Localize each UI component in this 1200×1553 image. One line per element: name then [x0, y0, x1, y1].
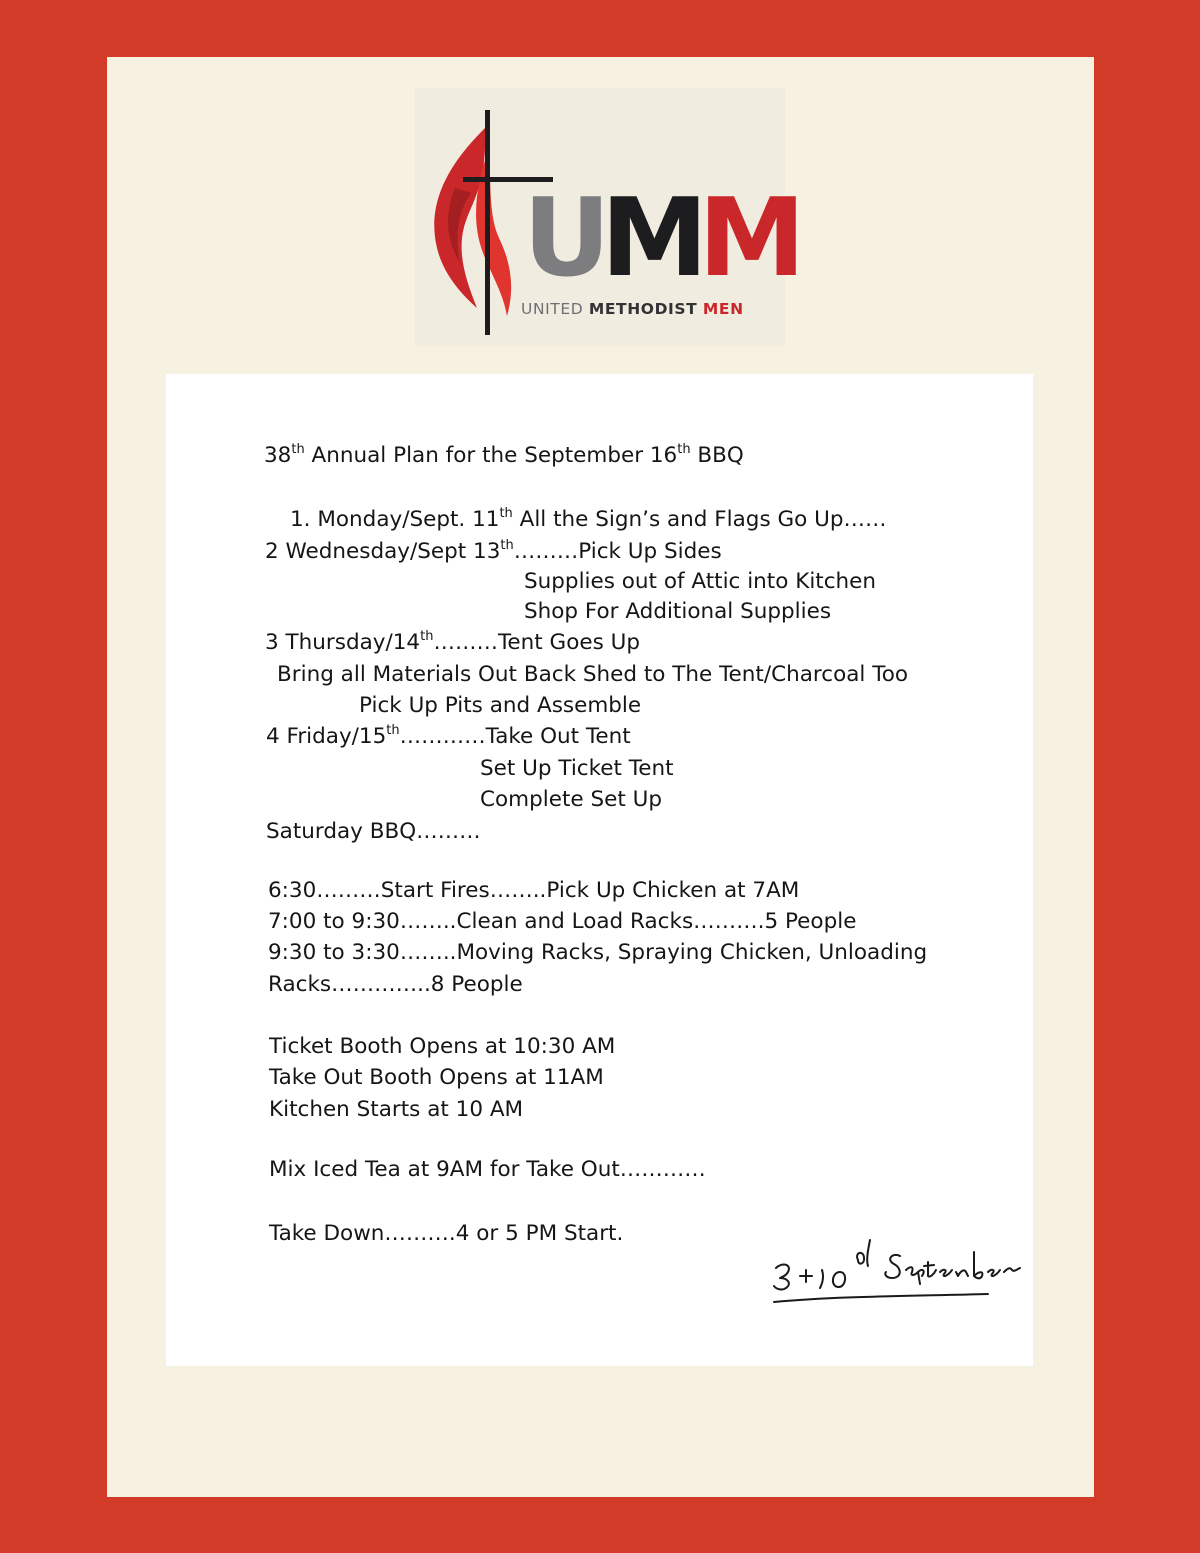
plan-item-4-detail: Complete Set Up	[480, 787, 662, 812]
schedule-line: 7:00 to 9:30……..Clean and Load Racks……….5 People	[268, 909, 857, 934]
saturday-heading: Saturday BBQ………	[266, 819, 481, 844]
plan-item-1: 1. Monday/Sept. 11th All the Sign’s and Flags Go Up……	[290, 506, 887, 532]
logo-subtitle: UNITED METHODIST MEN	[521, 300, 744, 318]
booth-line: Take Out Booth Opens at 11AM	[269, 1065, 604, 1090]
plan-item-4: 4 Friday/15th…………Take Out Tent	[266, 723, 631, 749]
plan-item-2-detail: Shop For Additional Supplies	[524, 599, 832, 624]
schedule-line: 6:30………Start Fires……..Pick Up Chicken at 7AM	[268, 878, 800, 903]
tea-line: Mix Iced Tea at 9AM for Take Out…………	[269, 1157, 706, 1182]
schedule-line: Racks…………..8 People	[268, 972, 523, 997]
booth-line: Kitchen Starts at 10 AM	[269, 1097, 524, 1122]
plan-item-3-detail: Pick Up Pits and Assemble	[359, 693, 642, 718]
plan-item-3: 3 Thursday/14th………Tent Goes Up	[265, 629, 640, 655]
umm-logo	[415, 88, 796, 346]
plan-item-4-detail: Set Up Ticket Tent	[480, 756, 674, 781]
logo-letters: UMM	[523, 176, 796, 301]
document-title: 38th Annual Plan for the September 16th BBQ	[264, 442, 744, 468]
plan-item-2: 2 Wednesday/Sept 13th………Pick Up Sides	[265, 538, 722, 564]
plan-item-3-detail: Bring all Materials Out Back Shed to The Tent/Charcoal Too	[277, 662, 909, 687]
handwritten-note	[768, 1232, 1028, 1312]
schedule-line: 9:30 to 3:30……..Moving Racks, Spraying Chicken, Unloading	[268, 940, 928, 965]
plan-item-2-detail: Supplies out of Attic into Kitchen	[524, 569, 877, 594]
takedown-line: Take Down……….4 or 5 PM Start.	[269, 1221, 624, 1246]
booth-line: Ticket Booth Opens at 10:30 AM	[269, 1034, 616, 1059]
